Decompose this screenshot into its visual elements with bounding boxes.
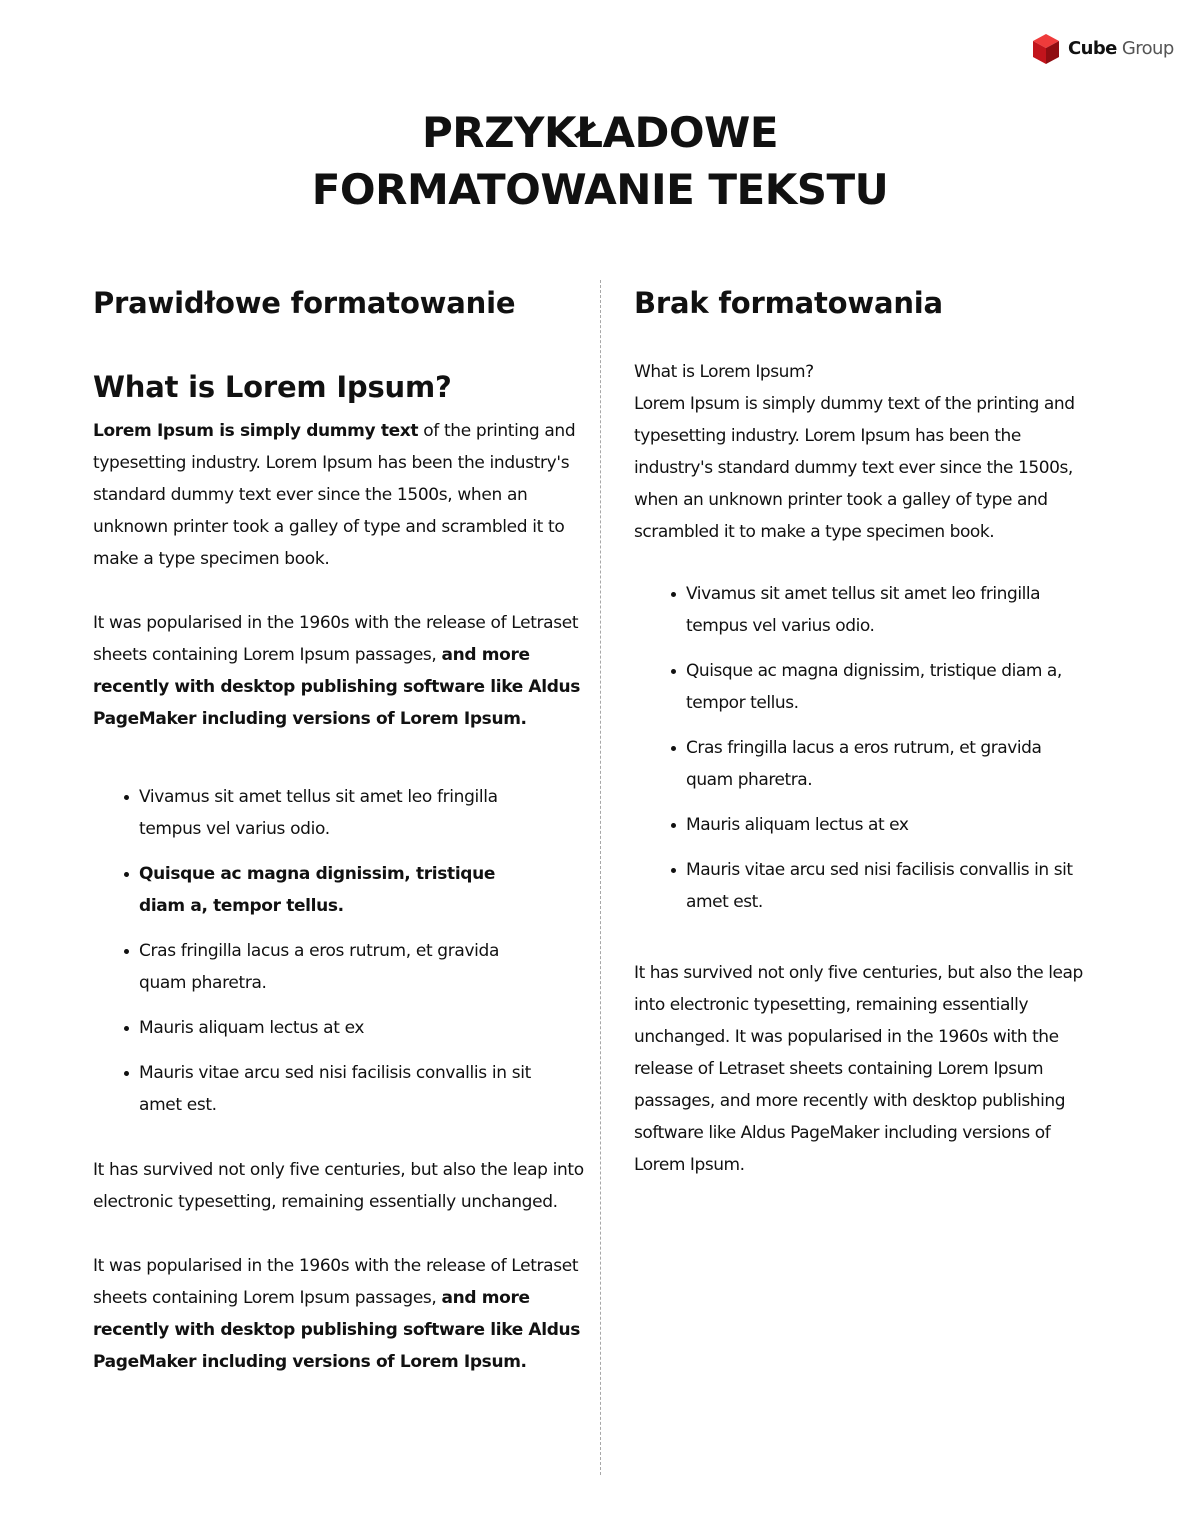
logo-suffix: Group xyxy=(1121,38,1174,59)
bullet-dot-icon xyxy=(124,1026,129,1031)
logo-brand: Cube xyxy=(1068,38,1117,59)
bullet-dot-icon xyxy=(671,868,676,873)
right-column-heading: Brak formatowania xyxy=(634,286,943,320)
list-item xyxy=(686,732,1076,796)
left-p2-plain: It was popularised in the 1960s with the release of Letraset sheets containing Lorem Ipsum passages, xyxy=(93,613,579,665)
left-paragraph-1 xyxy=(93,415,585,575)
list-item xyxy=(686,655,1076,719)
left-column-heading: Prawidłowe formatowanie xyxy=(93,286,516,320)
left-subheading: What is Lorem Ipsum? xyxy=(93,370,452,404)
left-column xyxy=(93,282,585,1378)
bullet-dot-icon xyxy=(671,592,676,597)
list-item xyxy=(139,781,539,845)
cube-logo-icon xyxy=(1032,33,1060,65)
bullet-dot-icon xyxy=(671,746,676,751)
bullet-dot-icon xyxy=(124,795,129,800)
left-p2-bold: and more recently with desktop publishing software like Aldus PageMaker including versions of Lorem Ipsum. xyxy=(93,645,581,729)
list-item-text: Cras fringilla lacus a eros rutrum, et gravida quam pharetra. xyxy=(686,738,1042,790)
list-item-text: Quisque ac magna dignissim, tristique diam a, tempor tellus. xyxy=(686,661,1062,713)
left-paragraph-2 xyxy=(93,607,585,735)
right-bullet-list xyxy=(634,578,1076,918)
left-p1-bold: Lorem Ipsum is simply dummy text xyxy=(93,421,419,441)
left-bullet-list xyxy=(93,781,539,1121)
bullet-dot-icon xyxy=(124,949,129,954)
left-paragraph-4 xyxy=(93,1250,585,1378)
bullet-dot-icon xyxy=(124,1071,129,1076)
right-paragraph-2: It has survived not only five centuries, but also the leap into electronic typesetting, remaining essentially unchanged. It was popularised in the 1960s with the release of Letraset sheets containing Lorem Ipsum passages, and more recently with desktop publishing software like Aldus PageMaker including versions of Lorem Ipsum. xyxy=(634,963,1083,1175)
list-item xyxy=(139,858,539,922)
list-item-text: Cras fringilla lacus a eros rutrum, et gravida quam pharetra. xyxy=(139,941,500,993)
left-p4-plain: It was popularised in the 1960s with the release of Letraset sheets containing Lorem Ipsum passages, xyxy=(93,1256,579,1308)
list-item-text: Mauris vitae arcu sed nisi facilisis convallis in sit amet est. xyxy=(686,860,1073,912)
page-title-line-2: FORMATOWANIE TEKSTU xyxy=(311,165,889,214)
left-p1-rest: of the printing and typesetting industry. Lorem Ipsum has been the industry's standard dummy text ever since the 1500s, when an unknown printer took a galley of type and scrambled it to make a type specimen book. xyxy=(93,421,576,569)
page-title-line-1: PRZYKŁADOWE xyxy=(421,108,779,157)
company-logo xyxy=(1032,32,1174,66)
list-item xyxy=(686,854,1076,918)
list-item-text: Mauris aliquam lectus at ex xyxy=(686,815,909,835)
list-item xyxy=(686,809,1076,841)
list-item-text: Vivamus sit amet tellus sit amet leo fringilla tempus vel varius odio. xyxy=(686,584,1041,636)
list-item xyxy=(139,1012,539,1044)
list-item-text: Mauris aliquam lectus at ex xyxy=(139,1018,365,1038)
bullet-dot-icon xyxy=(124,872,129,877)
bullet-dot-icon xyxy=(671,669,676,674)
page-title xyxy=(0,104,1200,218)
logo-wordmark xyxy=(1068,39,1174,59)
right-column xyxy=(634,282,1089,1181)
list-item-text: Vivamus sit amet tellus sit amet leo fringilla tempus vel varius odio. xyxy=(139,787,498,839)
right-question: What is Lorem Ipsum? xyxy=(634,362,814,382)
list-item xyxy=(139,935,539,999)
list-item-text: Mauris vitae arcu sed nisi facilisis convallis in sit amet est. xyxy=(139,1063,531,1115)
bullet-dot-icon xyxy=(671,823,676,828)
left-p4-bold: and more recently with desktop publishing software like Aldus PageMaker including versions of Lorem Ipsum. xyxy=(93,1288,581,1372)
left-paragraph-3: It has survived not only five centuries, but also the leap into electronic typesetting, remaining essentially unchanged. xyxy=(93,1160,584,1212)
column-divider xyxy=(600,280,601,1475)
list-item xyxy=(686,578,1076,642)
list-item-text-bold: Quisque ac magna dignissim, tristique diam a, tempor tellus. xyxy=(139,864,496,916)
right-paragraph-1: Lorem Ipsum is simply dummy text of the printing and typesetting industry. Lorem Ipsum has been the industry's standard dummy text ever since the 1500s, when an unknown printer took a galley of type and scrambled it to make a type specimen book. xyxy=(634,394,1075,542)
list-item xyxy=(139,1057,539,1121)
